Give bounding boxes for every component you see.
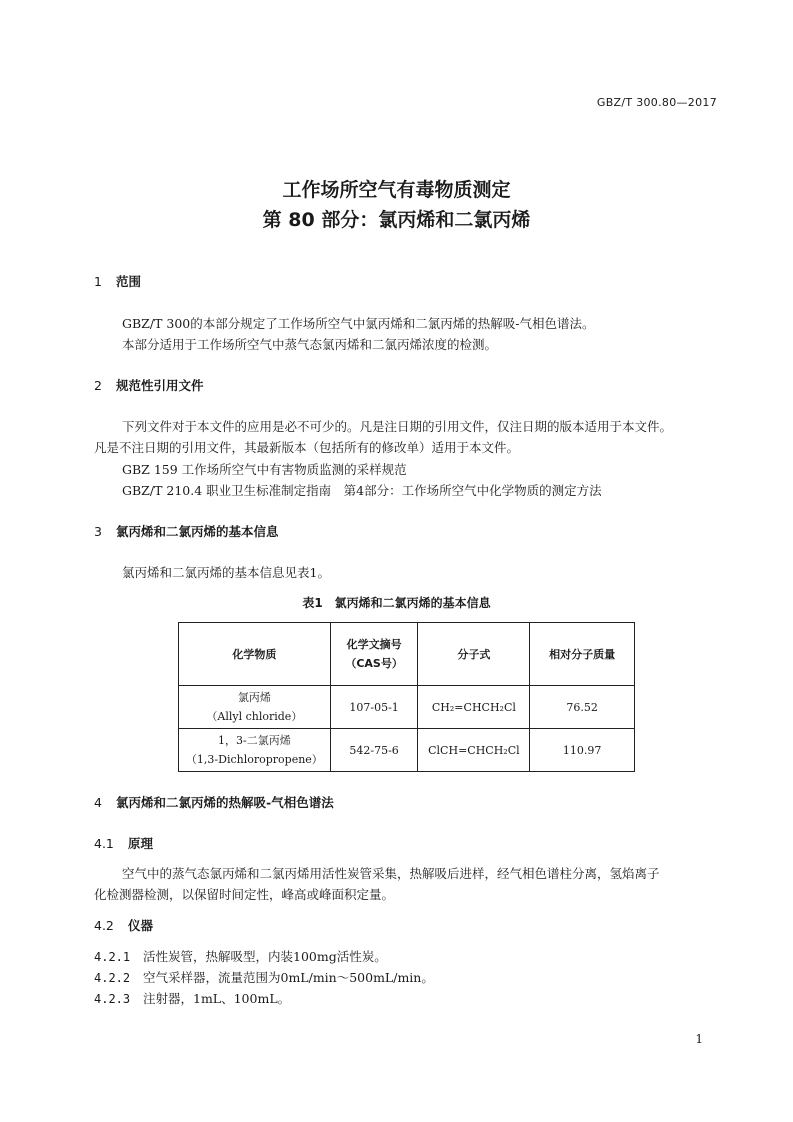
cell-cas: 107-05-1 (330, 686, 418, 729)
substance-name: 氯丙烯 (237, 691, 271, 704)
cell-substance (179, 686, 331, 729)
subsection-title: 仪器 (128, 918, 154, 933)
cell-substance (179, 729, 331, 772)
section-1-paragraph-2: 本部分适用于工作场所空气中蒸气态氯丙烯和二氯丙烯浓度的检测。 (122, 337, 498, 352)
reference-gbz-t-210-4: GBZ/T 210.4 职业卫生标准制定指南 第4部分：工作场所空气中化学物质的测定方法 (122, 483, 602, 498)
header-cas-line-1: 化学文摘号 (346, 638, 402, 651)
item-number: 4.2.2 (94, 971, 131, 985)
section-number: 4 (94, 795, 102, 810)
cell-mass: 76.52 (530, 686, 635, 729)
document-title-line1: 工作场所空气有毒物质测定 (282, 179, 511, 201)
cell-formula: ClCH=CHCH₂Cl (418, 729, 530, 772)
substance-name-en: （1,3-Dichloropropene） (185, 753, 323, 766)
section-number: 3 (94, 524, 102, 539)
section-title: 氯丙烯和二氯丙烯的热解吸-气相色谱法 (116, 795, 334, 810)
section-4-1-heading (94, 834, 153, 852)
table-row (179, 686, 635, 729)
header-cas (330, 623, 418, 686)
section-1-paragraph-1: GBZ/T 300的本部分规定了工作场所空气中氯丙烯和二氯丙烯的热解吸-气相色谱法。 (122, 316, 595, 331)
cell-mass: 110.97 (530, 729, 635, 772)
section-1-heading (94, 272, 141, 290)
header-formula: 分子式 (418, 623, 530, 686)
section-title: 范围 (116, 274, 142, 289)
substance-name: 1，3-二氯丙烯 (218, 734, 291, 747)
table-header-row (179, 623, 635, 686)
document-title-line2: 第 80 部分：氯丙烯和二氯丙烯 (262, 209, 531, 231)
section-2-paragraph-line-1: 下列文件对于本文件的应用是必不可少的。凡是注日期的引用文件，仅注日期的版本适用于本文件。 (122, 419, 673, 434)
section-number: 2 (94, 378, 102, 393)
section-2-heading (94, 376, 204, 394)
subsection-number: 4.2 (94, 918, 114, 933)
reference-gbz-159: GBZ 159 工作场所空气中有害物质监测的采样规范 (122, 462, 407, 477)
section-title: 规范性引用文件 (116, 378, 204, 393)
list-item (94, 989, 290, 1007)
section-4-1-paragraph-line-1: 空气中的蒸气态氯丙烯和二氯丙烯用活性炭管采集，热解吸后进样，经气相色谱柱分离，氢焰离子 (122, 866, 660, 881)
section-4-2-heading (94, 916, 153, 934)
substance-name-en: （Allyl chloride） (206, 710, 303, 723)
table-1-caption: 表1 氯丙烯和二氯丙烯的基本信息 (302, 596, 491, 610)
header-substance: 化学物质 (179, 623, 331, 686)
section-4-heading (94, 793, 334, 811)
section-2-paragraph-line-2: 凡是不注日期的引用文件，其最新版本（包括所有的修改单）适用于本文件。 (94, 440, 520, 455)
item-text: 空气采样器，流量范围为0mL/min～500mL/min。 (143, 970, 434, 985)
subsection-number: 4.1 (94, 836, 114, 851)
list-item (94, 947, 387, 965)
section-number: 1 (94, 274, 102, 289)
page-number: 1 (695, 1032, 703, 1046)
cell-cas: 542-75-6 (330, 729, 418, 772)
section-4-1-paragraph-line-2: 化检测器检测，以保留时间定性，峰高或峰面积定量。 (94, 887, 395, 902)
list-item (94, 968, 434, 986)
section-3-heading (94, 522, 279, 540)
item-text: 注射器，1mL、100mL。 (143, 991, 291, 1006)
cell-formula: CH₂=CHCH₂Cl (418, 686, 530, 729)
item-text: 活性炭管，热解吸型，内装100mg活性炭。 (143, 949, 387, 964)
table-row (179, 729, 635, 772)
item-number: 4.2.1 (94, 950, 131, 964)
section-title: 氯丙烯和二氯丙烯的基本信息 (116, 524, 279, 539)
header-cas-line-2: （CAS号） (345, 657, 403, 670)
section-3-paragraph: 氯丙烯和二氯丙烯的基本信息见表1。 (122, 565, 330, 580)
item-number: 4.2.3 (94, 992, 131, 1006)
header-molecular-mass: 相对分子质量 (530, 623, 635, 686)
basic-info-table (178, 622, 635, 772)
standard-code: GBZ/T 300.80—2017 (596, 96, 717, 109)
subsection-title: 原理 (128, 836, 154, 851)
